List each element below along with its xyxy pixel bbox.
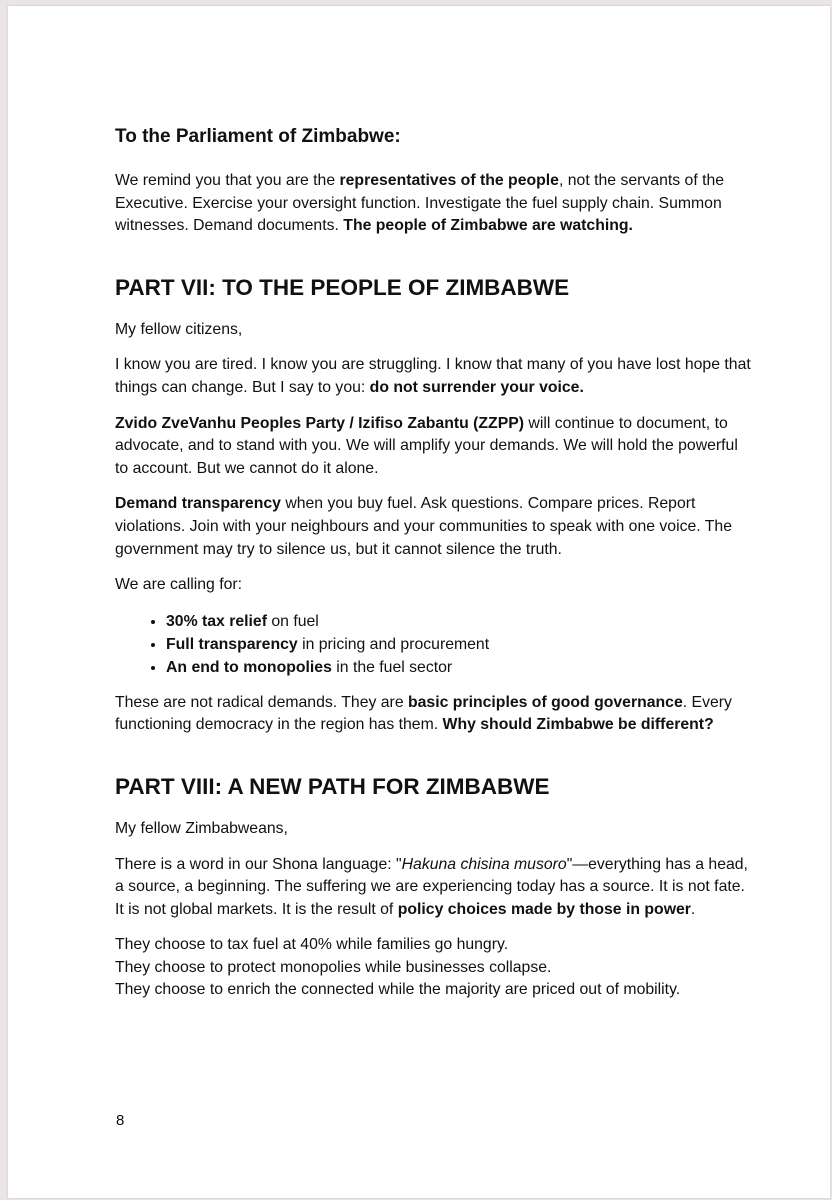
list-item: • 30% tax relief on fuel (166, 610, 755, 633)
page-number: 8 (116, 1112, 125, 1129)
list-item: • Full transparency in pricing and procurement (166, 633, 755, 656)
demands-list (115, 610, 755, 679)
list-item: • An end to monopolies in the fuel sector (166, 656, 755, 679)
parliament-paragraph: We remind you that you are the representatives of the people, not the servants of the Executive. Exercise your oversight function. Investigate the fuel supply chain. Summon witnesses. Demand documents. The people of Zimbabwe are watching. (115, 172, 725, 235)
choice-line: They choose to tax fuel at 40% while families go hungry. (115, 936, 509, 954)
part-viii-heading: PART VIII: A NEW PATH FOR ZIMBABWE (115, 773, 550, 799)
parliament-heading: To the Parliament of Zimbabwe: (115, 126, 401, 147)
choice-line: They choose to protect monopolies while businesses collapse. (115, 958, 552, 976)
document-page (8, 6, 830, 1198)
part-viii-salutation: My fellow Zimbabweans, (115, 819, 288, 837)
part-viii-choices (115, 934, 755, 1002)
part-vii-salutation: My fellow citizens, (115, 320, 243, 338)
page-content (115, 114, 755, 1015)
part-vii-paragraph-1: I know you are tired. I know you are struggling. I know that many of you have lost hope that things can change. But I say to you: do not surrender your voice. (115, 356, 751, 396)
part-viii-paragraph-1: There is a word in our Shona language: "Hakuna chisina musoro"—everything has a head, a source, a beginning. The suffering we are experiencing today has a source. It is not fate. It is not global markets. It is the result of policy choices made by those in power. (115, 855, 748, 918)
part-vii-paragraph-4: These are not radical demands. They are basic principles of good governance. Every functioning democracy in the region has them. Why should Zimbabwe be different? (115, 693, 732, 734)
choice-line: They choose to enrich the connected while the majority are priced out of mobility. (115, 981, 681, 999)
part-vii-paragraph-3: Demand transparency when you buy fuel. Ask questions. Compare prices. Report violations. Join with your neighbours and your communities to speak with one voice. The government may try to silence us, but it cannot silence the truth. (115, 495, 732, 558)
calling-for-intro: We are calling for: (115, 576, 243, 594)
part-vii-heading: PART VII: TO THE PEOPLE OF ZIMBABWE (115, 274, 570, 300)
part-vii-paragraph-2: Zvido ZveVanhu Peoples Party / Izifiso Zabantu (ZZPP) will continue to document, to advocate, and to stand with you. We will amplify your demands. We will hold the powerful to account. But we cannot do it alone. (115, 414, 738, 477)
